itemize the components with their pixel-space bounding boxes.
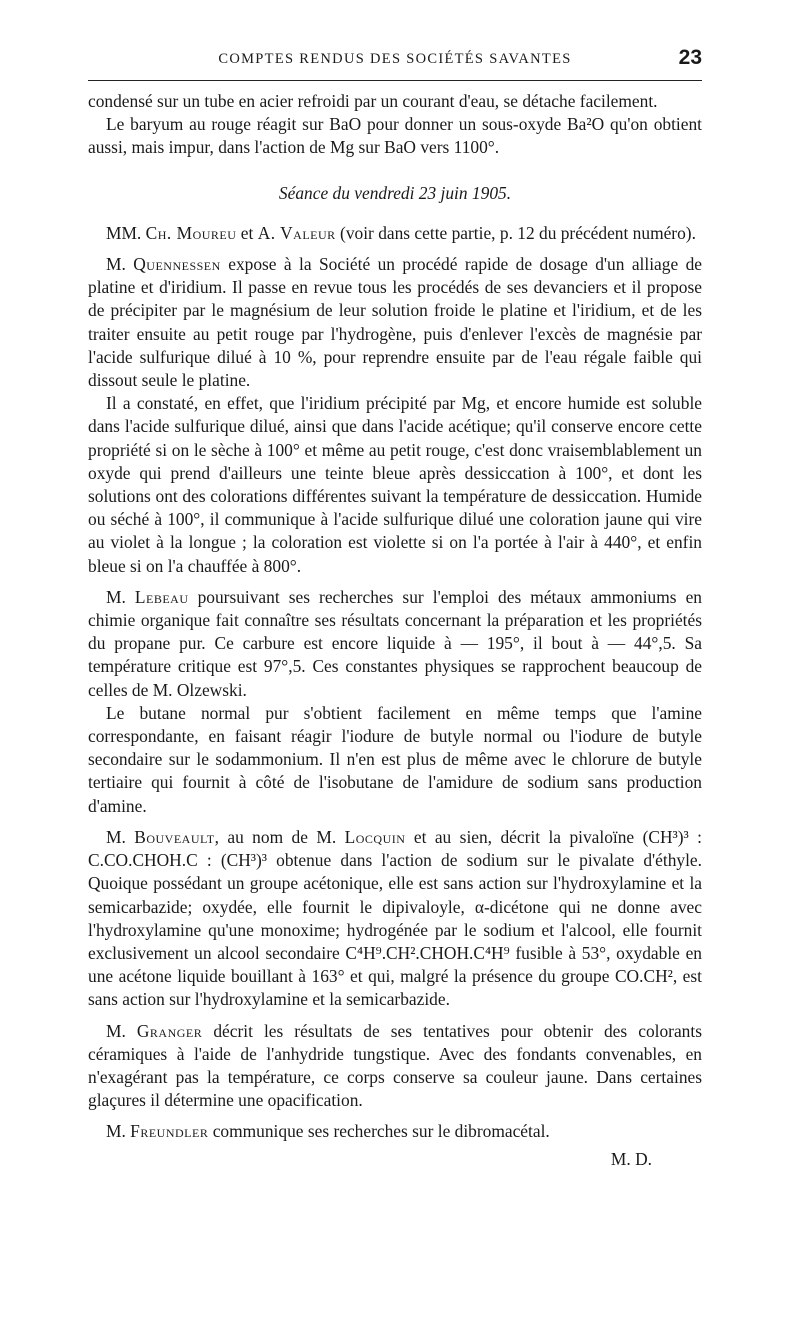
signature: M. D. (610, 1148, 652, 1169)
author-name: Lebeau (134, 586, 189, 607)
seance-heading: Séance du vendredi 23 juin 1905. (278, 182, 512, 203)
author-name: Locquin (344, 826, 406, 847)
paragraph: Le butane normal pur s'obtient facilement en même temps que l'amine correspondante, en faisant réagir l'iodure de butyle normal ou l'iodure de butyle secondaire sur le sodammonium. Il n'en est plus de même avec le chlorure de butyle tertiaire qui fournit à côté de l'isobutane de l'amidure de sodium sans production d'amine. (88, 702, 702, 816)
header-rule (88, 80, 702, 81)
section-freundler: M. Freundler communique ses recherches sur le dibromacétal. (106, 1121, 550, 1142)
author-name: Ch. Moureu (145, 222, 237, 243)
author-name: Freundler (130, 1121, 209, 1142)
running-title: COMPTES RENDUS DES SOCIÉTÉS SAVANTES (218, 51, 572, 67)
section-bouveault: M. Bouveault, au nom de M. Locquin et au sien, décrit la pivaloïne (CH³)³ : C.CO.CHOH.C : (CH³)³ obtenue dans l'action de sodium sur le pivalate d'éthyle. Quoique possédant un groupe acétonique, elle est sans action sur l'hydroxylamine et la semicarbazide; oxydée, elle fournit le dipivaloyle, α-dicétone qui ne donne avec l'hydroxylamine qu'une monoxime; hydrogénée par le sodium et l'alcool, elle fournit exclusivement un alcool secondaire C⁴H⁹.CH².CHOH.C⁴H⁹ fusible à 53°, oxydable en une acétone liquide bouillant à 163° et qui, malgré la présence du groupe CO.CH², est sans action sur l'hydroxylamine et la semicarbazide. (88, 826, 703, 1010)
section-moureu-valeur: MM. Ch. Moureu et A. Valeur (voir dans cette partie, p. 12 du précédent numéro). (106, 222, 696, 243)
author-name: Granger (136, 1020, 203, 1041)
running-head (88, 48, 702, 78)
author-name: Bouveault (134, 826, 215, 847)
page-number: 23 (678, 46, 702, 69)
paragraph: condensé sur un tube en acier refroidi par un courant d'eau, se détache facilement. (88, 91, 658, 111)
paragraph: Il a constaté, en effet, que l'iridium précipité par Mg, et encore humide est soluble dans l'acide sulfurique dilué, ainsi que dans l'acide acétique; qu'il conserve encore cette propriété si on le sèche à 100° et même au petit rouge, c'est donc vraisemblablement un oxyde qui prend d'ailleurs une teinte bleue après dessiccation à 100°, et dont les solutions ont des colorations différentes suivant la température de dessiccation. Humide ou séché à 100°, il communique à l'acide sulfurique dilué une coloration jaune qui vire au violet à la longue ; la coloration est violette si on l'a portée à l'air à 440°, et enfin bleue si on l'a chauffée à 800°. (88, 393, 702, 576)
paragraph: Le baryum au rouge réagit sur BaO pour donner un sous-oxyde Ba²O qu'on obtient aussi, mais impur, dans l'action de Mg sur BaO vers 1100°. (88, 114, 702, 158)
author-name: A. Valeur (257, 222, 336, 243)
section-lebeau: M. Lebeau poursuivant ses recherches sur l'emploi des métaux ammoniums en chimie organique fait connaître ses résultats concernant la préparation et les propriétés du propane pur. Ce carbure est encore liquide à — 195°, il bout à — 44°,5. Sa température critique est 97°,5. Ces constantes physiques se rapprochent beaucoup de celles de M. Olzewski. (88, 586, 702, 700)
section-quennessen: M. Quennessen expose à la Société un procédé rapide de dosage d'un alliage de platine et d'iridium. Il passe en revue tous les procédés de ses devanciers et il propose de précipiter par le magnésium de leur solution froide le platine et l'iridium, et de les traiter ensuite au petit rouge par l'hydrogène, puis d'enlever l'excès de magnésie par l'acide sulfurique dilué à 10 %, pour reprendre ensuite par de l'eau régale faible qui dissout seule le platine. (88, 254, 702, 391)
body-text (88, 90, 702, 1171)
section-granger: M. Granger décrit les résultats de ses tentatives pour obtenir des colorants céramiques à l'aide de l'anhydride tungstique. Avec des fondants convenables, en n'exagérant pas la température, ce corps conserve sa couleur jaune. Dans certaines glaçures il détermine une opacification. (88, 1020, 702, 1111)
author-name: Quennessen (133, 254, 221, 275)
